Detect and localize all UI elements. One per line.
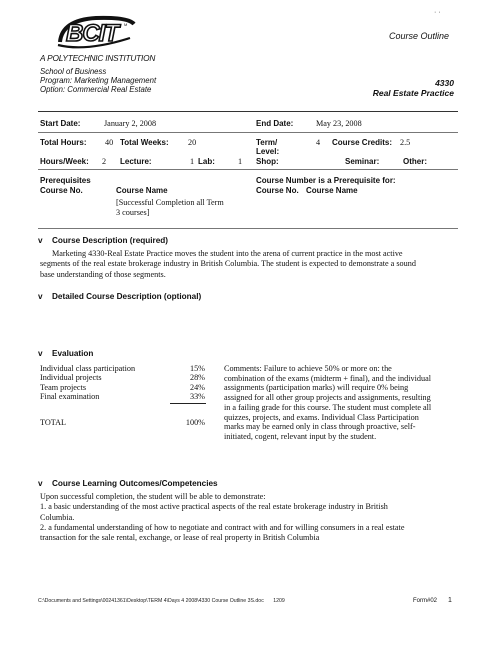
comment-line: initiated, cogent, relevant input by the student.	[224, 431, 377, 441]
bcit-logo-trademark: M	[124, 22, 128, 27]
divider-hours	[38, 169, 458, 170]
comment-line: assignments (participation marks) will require 0% being	[224, 383, 409, 393]
prereq-for-title: Course Number is a Prerequisite for:	[256, 176, 396, 185]
evaluation-total-rule	[170, 403, 206, 404]
course-description-heading: v Course Description (required)	[38, 236, 169, 245]
evaluation-percent: 28%	[189, 373, 205, 383]
section-bullet: v	[38, 479, 43, 488]
detailed-description-heading: v Detailed Course Description (optional)	[38, 292, 202, 301]
outcome-line: Columbia.	[40, 512, 75, 522]
other-label: Other:	[403, 157, 427, 166]
end-date-label: End Date:	[256, 119, 294, 128]
program-name: Program: Marketing Management	[40, 76, 157, 85]
description-line: segments of the real estate brokerage industry in British Columbia. The student is expected to demonstrate a sound	[40, 259, 416, 269]
term-value: 4	[316, 138, 321, 147]
outcomes-intro: Upon successful completion, the student will be able to demonstrate:	[40, 492, 266, 501]
end-date-value: May 23, 2008	[316, 119, 362, 128]
learning-outcomes-text	[40, 492, 470, 543]
divider-dates	[38, 132, 458, 133]
bcit-logo	[56, 14, 138, 52]
evaluation-row	[40, 373, 205, 382]
evaluation-row	[40, 383, 205, 392]
evaluation-total-label: TOTAL	[40, 418, 67, 427]
learning-outcomes-heading: v Course Learning Outcomes/Competencies	[38, 479, 218, 488]
total-hours-value: 40	[105, 138, 114, 147]
section-bullet: v	[38, 236, 43, 245]
divider-top	[38, 111, 458, 112]
total-weeks-value: 20	[188, 138, 197, 147]
corner-marks: · ·	[434, 9, 441, 16]
evaluation-percent: 24%	[189, 382, 205, 392]
hours-week-value: 2	[102, 157, 107, 166]
course-credits-value: 2.5	[400, 138, 411, 147]
evaluation-item: Team projects	[40, 382, 87, 392]
outcome-line: 2. a fundamental understanding of how to negotiate and contract with and for willing consumers in a real estate	[40, 522, 405, 532]
total-weeks-label: Total Weeks:	[120, 138, 169, 147]
section-bullet: v	[38, 349, 43, 358]
description-line: Marketing 4330-Real Estate Practice moves the student into the arena of current practice in the most active	[52, 249, 403, 258]
course-description-text	[40, 249, 470, 280]
prereq-course-name-label: Course Name	[116, 186, 168, 195]
comment-line: assigned for all other group projects and assignments, resulting	[224, 393, 431, 403]
description-line: base understanding of those segments.	[40, 269, 166, 279]
course-credits-label: Course Credits:	[332, 138, 393, 147]
evaluation-total-row	[40, 418, 205, 428]
evaluation-item: Final examination	[40, 391, 100, 401]
hours-week-label: Hours/Week:	[40, 157, 89, 166]
prereq-course-value	[116, 198, 224, 218]
comment-line: marks may be earned only in class through proactive, self-	[224, 422, 416, 432]
footer-form-number: Form#02	[413, 598, 438, 604]
evaluation-item: Individual class participation	[40, 364, 136, 373]
shop-label: Shop:	[256, 157, 279, 166]
comment-line: quizzes, projects, and exams. Individual Class Participation	[224, 412, 419, 422]
prereq-value-line1: [Successful Completion all Term	[116, 198, 224, 207]
course-title: Real Estate Practice	[372, 88, 454, 98]
term-label-line2: Level:	[256, 147, 280, 156]
lab-value: 1	[238, 157, 243, 166]
lecture-value: 1	[190, 157, 195, 166]
prerequisites-title: Prerequisites	[40, 176, 91, 185]
lab-label: Lab:	[198, 157, 215, 166]
start-date-label: Start Date:	[40, 119, 81, 128]
evaluation-row	[40, 392, 205, 401]
start-date-value: January 2, 2008	[104, 119, 157, 128]
footer-page-number: 1	[448, 597, 452, 604]
term-label	[256, 138, 279, 156]
prereq-for-course-no-label: Course No.	[256, 186, 299, 195]
bcit-logo-text: BCIT	[66, 20, 118, 47]
footer-path-text: C:\Documents and Settings\00241361\Desktop\TERM 4\Days 4 2008\4330 Course Outline 3S.doc	[38, 598, 264, 604]
evaluation-heading: v Evaluation	[38, 349, 94, 358]
outcome-line: transaction for the sale rental, exchange, or lease of real property in British Columbia	[40, 533, 320, 543]
evaluation-row	[40, 364, 205, 373]
institution-tagline: A POLYTECHNIC INSTITUTION	[40, 53, 156, 63]
evaluation-comments	[224, 364, 476, 442]
seminar-label: Seminar:	[345, 157, 380, 166]
evaluation-item: Individual projects	[40, 373, 102, 383]
evaluation-table	[40, 364, 205, 401]
footer-code: 1209	[273, 598, 285, 604]
divider-prereq	[38, 228, 458, 229]
evaluation-percent: 33%	[189, 391, 205, 401]
outcome-line: 1. a basic understanding of the most active practical aspects of the real estate brokerage industry in British	[40, 502, 388, 512]
term-label-line1: Term/	[256, 138, 278, 147]
evaluation-total-percent: 100%	[185, 418, 205, 427]
comment-line: combination of the exams (midterm + final), and the individual	[224, 373, 431, 383]
lecture-label: Lecture:	[120, 157, 152, 166]
comment-line: in a failing grade for this course. The student must complete all	[224, 402, 432, 412]
comment-line: Comments: Failure to achieve 50% or more on: the	[224, 364, 392, 373]
course-number: 4330	[435, 78, 454, 88]
document-type: Course Outline	[389, 31, 450, 41]
evaluation-percent: 15%	[189, 364, 205, 373]
prereq-value-line2: 3 courses]	[116, 208, 150, 217]
option-name: Option: Commercial Real Estate	[40, 85, 152, 94]
total-hours-label: Total Hours:	[40, 138, 87, 147]
school-name: School of Business	[40, 67, 107, 76]
footer-file-path	[38, 598, 285, 604]
section-bullet: v	[38, 292, 43, 301]
prereq-for-course-name-label: Course Name	[306, 186, 358, 195]
prereq-course-no-label: Course No.	[40, 186, 83, 195]
